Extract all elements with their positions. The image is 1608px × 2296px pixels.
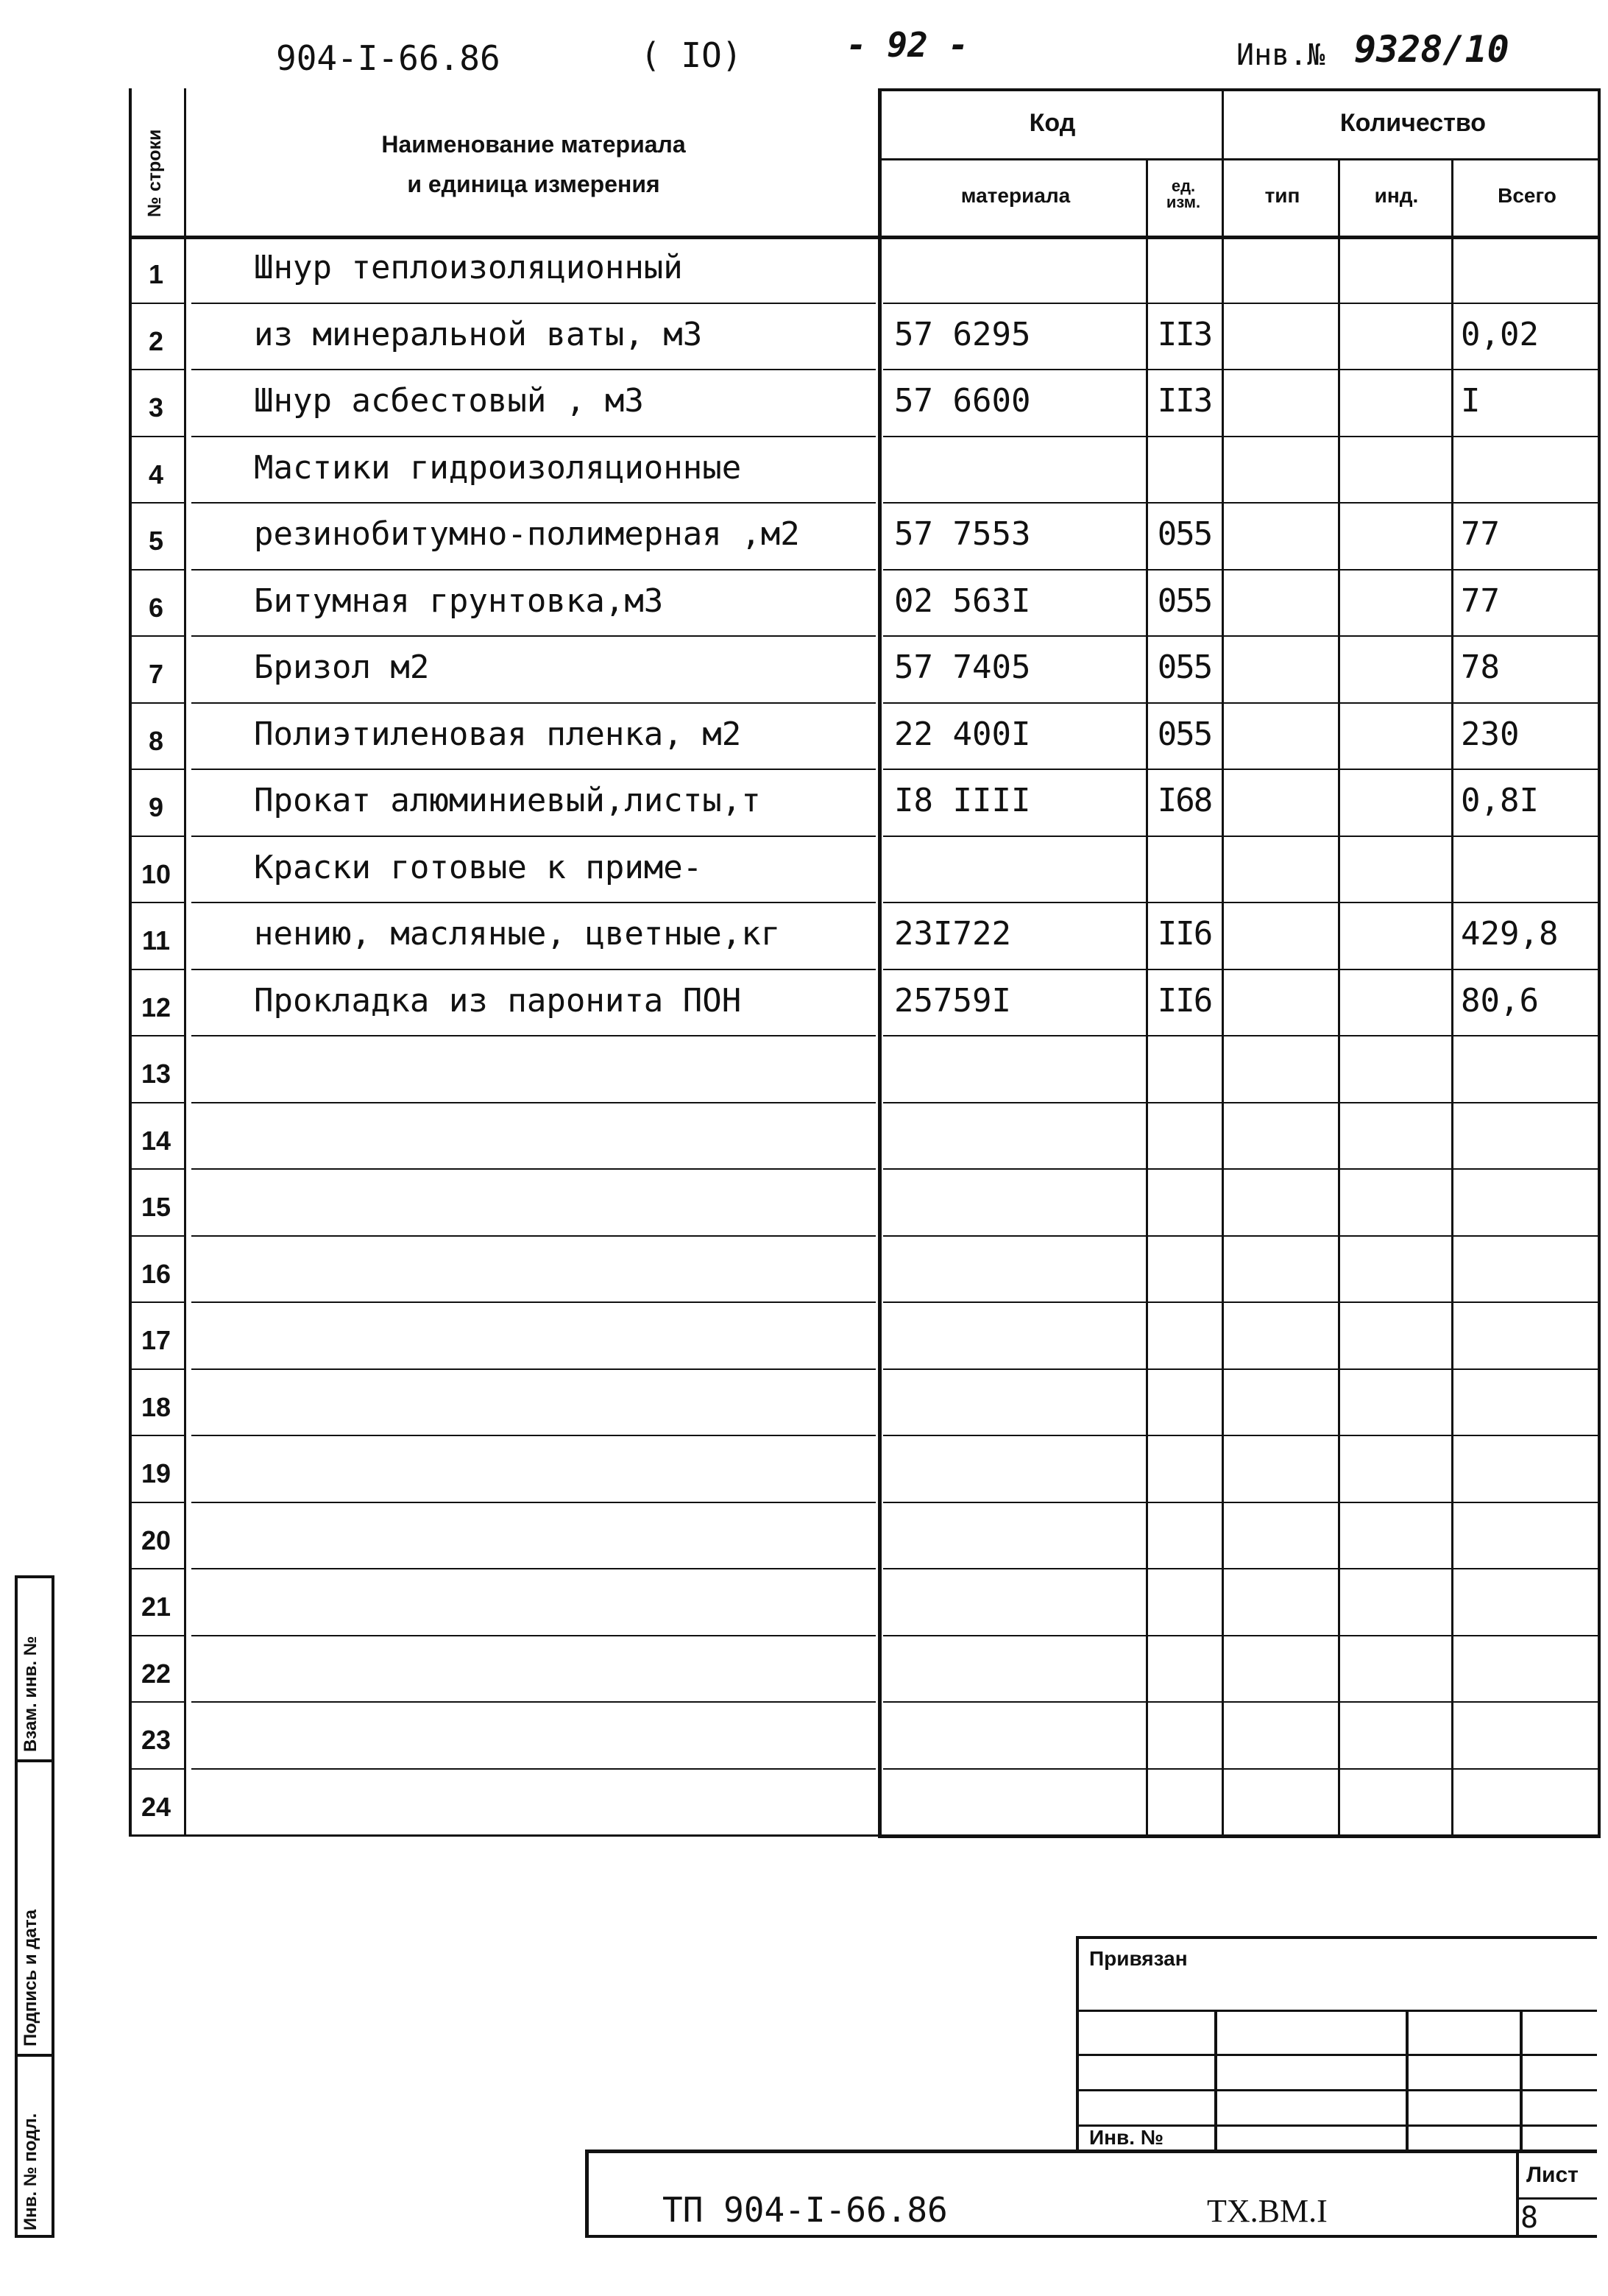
- qty-total: 0,8I: [1461, 782, 1539, 819]
- row-number: 8: [148, 725, 164, 756]
- unit-code: II3: [1157, 315, 1212, 353]
- unit-code: 055: [1157, 715, 1212, 753]
- footer-doc-mark: ТХ.ВМ.I: [1207, 2193, 1328, 2229]
- name-header-line2: и единица измерения: [407, 171, 660, 197]
- row-number: 9: [148, 792, 164, 822]
- unit-code: II3: [1157, 382, 1212, 420]
- material-name: Прокладка из паронита ПОН: [254, 981, 742, 1020]
- material-code: I8 IIII: [894, 782, 1031, 819]
- qty-total: 0,02: [1461, 315, 1539, 353]
- row-number: 15: [141, 1192, 171, 1222]
- inv-label: Инв.№: [1236, 38, 1325, 72]
- footer-sheet-label: Лист: [1526, 2163, 1579, 2187]
- row-number: 18: [141, 1391, 171, 1422]
- quantity-header: Количество: [1339, 109, 1487, 137]
- material-name: Бризол м2: [254, 649, 430, 686]
- qty-total: 230: [1461, 715, 1520, 753]
- row-number: 6: [148, 592, 164, 623]
- unit-code: 055: [1157, 582, 1212, 620]
- row-number: 13: [141, 1059, 171, 1089]
- footer-sheet-number: 8: [1520, 2201, 1539, 2235]
- material-code: 57 6600: [894, 382, 1031, 420]
- material-code: 22 400I: [894, 715, 1031, 753]
- qty-total: 77: [1461, 515, 1500, 553]
- material-code: 25759I: [894, 981, 1011, 1020]
- row-number: 5: [148, 526, 164, 556]
- row-number: 17: [141, 1325, 171, 1355]
- qty-total-header: Всего: [1498, 184, 1556, 207]
- unit-code: II6: [1157, 915, 1212, 953]
- material-name: резинобитумно-полимерная ,м2: [254, 515, 800, 553]
- qty-total: 429,8: [1461, 915, 1559, 953]
- page-number: - 92 -: [846, 25, 969, 65]
- stamp-vzam-inv: Взам. инв. №: [21, 1636, 40, 1752]
- material-name: Шнур теплоизоляционный: [254, 249, 683, 286]
- row-number: 20: [141, 1525, 171, 1555]
- material-code: 02 563I: [894, 582, 1031, 620]
- code-header: Код: [1029, 109, 1076, 137]
- qty-type-header: тип: [1264, 184, 1300, 207]
- material-name: Краски готовые к приме-: [254, 848, 703, 886]
- stamp-signature-date: Подпись и дата: [21, 1910, 40, 2046]
- material-code: 57 6295: [894, 315, 1031, 353]
- row-number-header: № строки: [144, 129, 165, 217]
- material-code: 23I722: [894, 915, 1011, 953]
- material-name: нению, масляные, цветные,кг: [254, 915, 781, 953]
- material-code: 57 7553: [894, 515, 1031, 553]
- unit-code: I68: [1157, 782, 1212, 819]
- row-number: 14: [141, 1125, 171, 1156]
- binding-inv-label: Инв. №: [1089, 2126, 1164, 2149]
- material-name: Битумная грунтовка,м3: [254, 582, 664, 620]
- row-number: 22: [141, 1658, 171, 1689]
- material-name: Мастики гидроизоляционные: [254, 448, 742, 487]
- row-number: 21: [141, 1592, 171, 1622]
- row-number: 7: [148, 659, 164, 689]
- qty-total: 78: [1461, 649, 1500, 686]
- row-number: 3: [148, 392, 164, 423]
- row-number: 4: [148, 459, 164, 490]
- row-number: 16: [141, 1258, 171, 1289]
- name-header-line1: Наименование материала: [381, 131, 686, 158]
- qty-total: I: [1461, 382, 1481, 420]
- qty-ind-header: инд.: [1374, 184, 1419, 207]
- row-number: 1: [148, 259, 164, 289]
- material-name: из минеральной ваты, м3: [254, 315, 703, 353]
- material-name: Прокат алюминиевый,листы,т: [254, 782, 761, 819]
- row-number: 23: [141, 1725, 171, 1755]
- row-number: 2: [148, 325, 164, 356]
- row-number: 11: [141, 925, 171, 956]
- stamp-inv-podl: Инв. № подл.: [21, 2113, 40, 2230]
- row-number: 24: [141, 1791, 171, 1822]
- unit-code: 055: [1157, 515, 1212, 553]
- qty-total: 80,6: [1461, 981, 1539, 1020]
- footer-project-code: ТП 904-I-66.86: [662, 2190, 948, 2230]
- unit-code: II6: [1157, 981, 1212, 1020]
- code-unit-header: ед. изм.: [1166, 177, 1201, 211]
- material-name: Полиэтиленовая пленка, м2: [254, 715, 742, 753]
- doc-code: 904-I-66.86: [276, 38, 500, 78]
- material-name: Шнур асбестовый , м3: [254, 382, 644, 420]
- row-number: 19: [141, 1458, 171, 1488]
- code-material-header: материала: [960, 184, 1071, 207]
- row-number: 10: [141, 858, 171, 889]
- binding-label: Привязан: [1089, 1947, 1188, 1970]
- sheet-marker: ( IO): [640, 35, 743, 75]
- row-number: 12: [141, 992, 171, 1022]
- material-code: 57 7405: [894, 649, 1031, 686]
- inv-value: 9328/10: [1354, 28, 1509, 71]
- unit-code: 055: [1157, 649, 1212, 686]
- qty-total: 77: [1461, 582, 1500, 620]
